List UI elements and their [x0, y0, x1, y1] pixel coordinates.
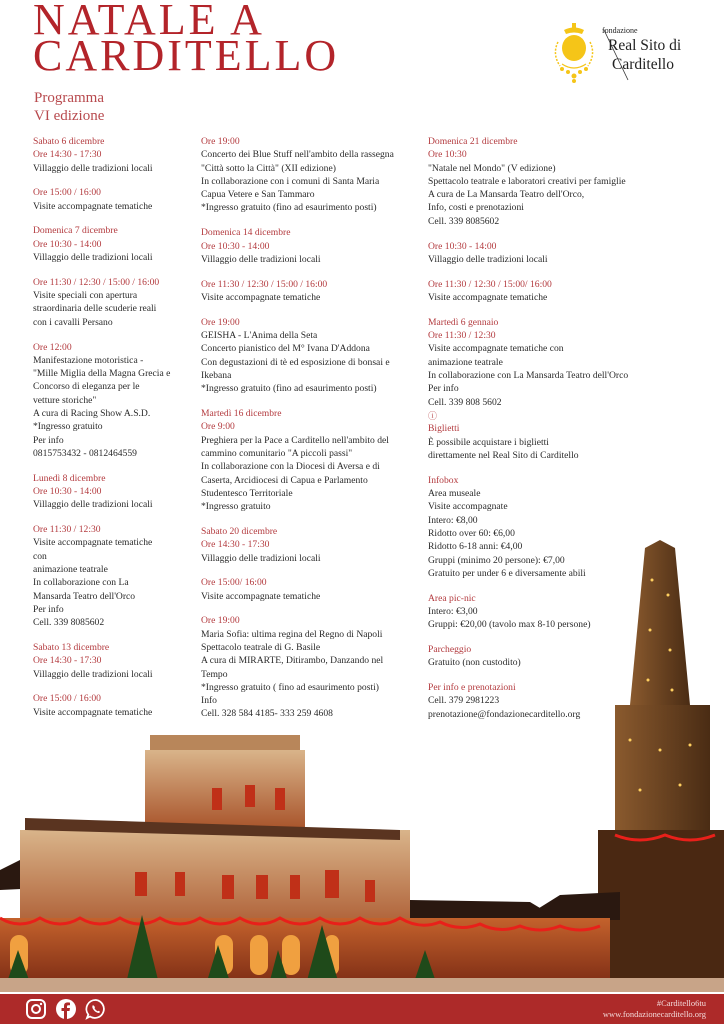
- entry-time: Ore 11:30 / 12:30: [428, 330, 496, 342]
- entry-text: Visite accompagnate tematiche: [33, 537, 153, 549]
- entry-text: Visite speciali con apertura: [33, 290, 138, 302]
- info-block: [428, 592, 678, 632]
- entry-text: vetture storiche": [33, 394, 97, 406]
- info-text: Ridotto over 60: €6,00: [428, 527, 515, 539]
- entry-text: animazione teatrale: [33, 564, 108, 576]
- program-entry: [201, 316, 419, 396]
- program-entry: [201, 525, 419, 565]
- entry-text: A cura de La Mansarda Teatro dell'Orco,: [428, 189, 585, 201]
- entry-time: Ore 10:30 - 14:00: [428, 240, 497, 252]
- entry-text: Visite accompagnate tematiche: [201, 590, 321, 602]
- program-entry: [33, 472, 193, 512]
- entry-date: Sabato 20 dicembre: [201, 525, 278, 537]
- entry-text: Concerto pianistico del M° Ivana D'Addona: [201, 343, 370, 355]
- entry-text: Per info: [33, 603, 64, 615]
- info-title: Area pic-nic: [428, 592, 476, 604]
- subtitle-programma: Programma: [34, 90, 104, 106]
- entry-text: *Ingresso gratuito (fino ad esaurimento posti): [201, 383, 377, 395]
- entry-text: Spettacolo teatrale e laboratori creativi per famiglie: [428, 175, 626, 187]
- entry-text: Info: [201, 695, 217, 707]
- entry-date: Sabato 13 dicembre: [33, 642, 110, 653]
- entry-time: Ore 19:00: [201, 136, 240, 147]
- program-entry: [201, 278, 419, 305]
- program-column-3: [428, 135, 678, 732]
- entry-text: Per info: [33, 434, 64, 446]
- entry-time: Ore 14:30 - 17:30: [201, 539, 270, 551]
- entry-text: Cell. 328 584 4185- 333 259 4608: [201, 708, 333, 720]
- entry-time: Ore 10:30: [428, 149, 467, 161]
- entry-text: Villaggio delle tradizioni locali: [33, 252, 153, 264]
- info-text: Gruppi: €20,00 (tavolo max 8-10 persone): [428, 619, 591, 631]
- entry-text: con i cavalli Persano: [33, 316, 113, 328]
- entry-text: Mansarda Teatro dell'Orco: [33, 590, 136, 602]
- program-entry: [201, 135, 419, 215]
- logo-name: [608, 36, 681, 74]
- info-title: Parcheggio: [428, 644, 472, 655]
- info-icon: ⓘ: [428, 411, 438, 422]
- footer-hashtag: #Carditello6tu: [656, 998, 706, 1008]
- program-entry: [33, 186, 193, 213]
- info-title: Infobox: [428, 474, 459, 486]
- program-entry: [33, 641, 193, 681]
- entry-text: Cell. 339 8085602: [33, 617, 105, 629]
- entry-text: Caserta, Arcidiocesi di Capua e Parlamento: [201, 474, 368, 486]
- info-text: Area museale: [428, 488, 481, 500]
- program-entry: [33, 276, 193, 329]
- entry-text: straordinaria delle scuderie reali: [33, 303, 157, 315]
- entry-time: Ore 15:00 / 16:00: [33, 693, 101, 705]
- info-block: [428, 474, 678, 580]
- entry-text: Visite accompagnate tematiche: [33, 706, 153, 718]
- entry-text: Maria Sofia: ultima regina del Regno di Napoli: [201, 628, 383, 640]
- info-text: Visite accompagnate: [428, 501, 508, 513]
- entry-text: In collaborazione con la Diocesi di Aversa e di: [201, 461, 380, 473]
- entry-text: A cura di MIRARTE, Ditirambo, Danzando nel: [201, 655, 384, 667]
- info-block: [428, 681, 678, 721]
- entry-date: Lunedì 8 dicembre: [33, 472, 106, 484]
- title-line-2: CARDITELLO: [33, 31, 340, 80]
- entry-text: Per info: [428, 383, 459, 395]
- logo-line-2: Carditello: [612, 56, 674, 73]
- logo-fondazione: fondazione: [602, 26, 638, 35]
- info-text: Gruppi (minimo 20 persone): €7,00: [428, 554, 565, 566]
- entry-time: Ore 10:30 - 14:00: [33, 238, 102, 250]
- entry-text: Villaggio delle tradizioni locali: [201, 552, 321, 564]
- entry-time: Ore 14:30 - 17:30: [33, 149, 102, 161]
- page-title: [33, 0, 340, 80]
- facebook-icon[interactable]: [55, 998, 77, 1020]
- program-entry: [201, 576, 419, 603]
- entry-text: Con degustazioni di tè ed esposizione di bonsai e: [201, 356, 390, 368]
- entry-text: Visite accompagnate tematiche: [33, 200, 153, 212]
- info-text: Intero: €3,00: [428, 605, 478, 617]
- info-text: Gratuito (non custodito): [428, 657, 521, 669]
- info-text: prenotazione@fondazionecarditello.org: [428, 708, 581, 720]
- program-entry: [428, 278, 678, 305]
- info-text: Ridotto 6-18 anni: €4,00: [428, 541, 523, 553]
- subtitle-edizione: VI edizione: [34, 108, 105, 124]
- program-entry: [33, 135, 193, 175]
- footer-bar: [0, 994, 724, 1024]
- entry-date: Domenica 21 dicembre: [428, 136, 518, 147]
- info-text: Cell. 379 2981223: [428, 695, 500, 707]
- entry-text: *Ingresso gratuito: [201, 501, 271, 513]
- tickets-text: direttamente nel Real Sito di Carditello: [428, 449, 579, 461]
- entry-text: A cura di Racing Show A.S.D.: [33, 408, 151, 420]
- entry-time: Ore 12:00: [33, 341, 72, 353]
- entry-text: Tempo: [201, 668, 228, 680]
- entry-time: Ore 10:30 - 14:00: [33, 486, 102, 498]
- entry-text: Capua Vetere e San Tammaro: [201, 189, 315, 201]
- entry-date: Domenica 14 dicembre: [201, 227, 291, 239]
- entry-time: Ore 11:30 / 12:30 / 15:00/ 16:00: [428, 278, 552, 290]
- entry-text: Preghiera per la Pace a Carditello nell'ambito del: [201, 434, 389, 446]
- entry-time: Ore 14:30 - 17:30: [33, 655, 102, 667]
- footer-website-link[interactable]: www.fondazionecarditello.org: [602, 1009, 706, 1019]
- entry-text: *Ingresso gratuito (fino ad esaurimento posti): [201, 202, 377, 214]
- foundation-logo: [548, 22, 718, 86]
- crown-emblem-icon: [548, 22, 600, 84]
- tickets-text: È possibile acquistare i biglietti: [428, 436, 549, 448]
- logo-line-1: Real Sito di: [608, 37, 682, 54]
- entry-text: Villaggio delle tradizioni locali: [201, 253, 321, 265]
- entry-text: *Ingresso gratuito: [33, 421, 103, 433]
- entry-text: cammino comunitario "A piccoli passi": [201, 447, 353, 459]
- info-text: Intero: €8,00: [428, 514, 478, 526]
- entry-text: Villaggio delle tradizioni locali: [428, 253, 548, 265]
- entry-text: GEISHA - L'Anima della Seta: [201, 330, 318, 342]
- entry-time: Ore 19:00: [201, 316, 240, 328]
- program-entry: [33, 341, 193, 461]
- whatsapp-icon[interactable]: [85, 998, 107, 1020]
- entry-time: Ore 10:30 - 14:00: [201, 240, 270, 252]
- entry-text: Villaggio delle tradizioni locali: [33, 668, 153, 680]
- entry-text: Villaggio delle tradizioni locali: [33, 499, 153, 511]
- program-entry: [33, 692, 193, 719]
- program-entry: [201, 226, 419, 266]
- entry-text: In collaborazione con La Mansarda Teatro dell'Orco: [428, 369, 629, 381]
- entry-date: Domenica 7 dicembre: [33, 225, 118, 237]
- entry-time: Ore 11:30 / 12:30: [33, 524, 101, 536]
- entry-date: Sabato 6 dicembre: [33, 136, 105, 147]
- tickets-section: [428, 411, 678, 462]
- info-text: Gratuito per under 6 e diversamente abili: [428, 567, 586, 579]
- subtitle: [34, 89, 104, 125]
- program-entry: [428, 135, 678, 228]
- entry-time: Ore 9:00: [201, 421, 235, 433]
- entry-text: Visite accompagnate tematiche: [428, 291, 548, 303]
- instagram-icon[interactable]: [25, 998, 47, 1020]
- entry-text: *Ingresso gratuito ( fino ad esaurimento posti): [201, 681, 379, 693]
- entry-text: 0815753432 - 0812464559: [33, 447, 137, 459]
- entry-text: Concorso di eleganza per le: [33, 381, 140, 393]
- entry-time: Ore 11:30 / 12:30 / 15:00 / 16:00: [201, 278, 328, 290]
- entry-text: Manifestazione motoristica -: [33, 354, 144, 366]
- entry-text: con: [33, 550, 47, 562]
- entry-text: "Città sotto la Città" (XII edizione): [201, 162, 336, 174]
- program-entry: [201, 614, 419, 720]
- entry-text: "Natale nel Mondo" (V edizione): [428, 162, 556, 174]
- entry-text: "Mille Miglia della Magna Grecia e: [33, 368, 171, 380]
- entry-text: animazione teatrale: [428, 356, 503, 368]
- entry-text: In collaborazione con i comuni di Santa Maria: [201, 175, 380, 187]
- entry-time: Ore 19:00: [201, 615, 240, 627]
- entry-date: Martedì 16 dicembre: [201, 408, 282, 420]
- entry-text: Concerto dei Blue Stuff nell'ambito della rassegna: [201, 149, 394, 161]
- entry-time: Ore 15:00/ 16:00: [201, 577, 267, 589]
- entry-date: Martedì 6 gennaio: [428, 316, 499, 328]
- info-block: [428, 643, 678, 670]
- entry-text: Visite accompagnate tematiche con: [428, 343, 564, 355]
- program-entry: [428, 316, 678, 409]
- program-column-2: [201, 135, 419, 732]
- program-column-1: [33, 135, 193, 730]
- entry-text: Cell. 339 8085602: [428, 215, 500, 227]
- entry-text: Spettacolo teatrale di G. Basile: [201, 642, 321, 653]
- entry-text: Villaggio delle tradizioni locali: [33, 162, 153, 174]
- program-entry: [428, 240, 678, 267]
- info-title: Per info e prenotazioni: [428, 682, 516, 694]
- title-line-1: NATALE A: [33, 0, 265, 44]
- program-entry: [33, 224, 193, 264]
- entry-text: Studentesco Territoriale: [201, 487, 293, 499]
- entry-text: Cell. 339 808 5602: [428, 396, 502, 408]
- entry-text: Ikebana: [201, 369, 232, 381]
- program-entry: [33, 523, 193, 629]
- entry-text: Visite accompagnate tematiche: [201, 291, 321, 303]
- tickets-title: Biglietti: [428, 423, 460, 435]
- entry-text: Info, costi e prenotazioni: [428, 202, 524, 214]
- entry-time: Ore 15:00 / 16:00: [33, 187, 101, 199]
- entry-text: In collaborazione con La: [33, 577, 129, 589]
- program-entry: [201, 407, 419, 513]
- entry-time: Ore 11:30 / 12:30 / 15:00 / 16:00: [33, 276, 160, 288]
